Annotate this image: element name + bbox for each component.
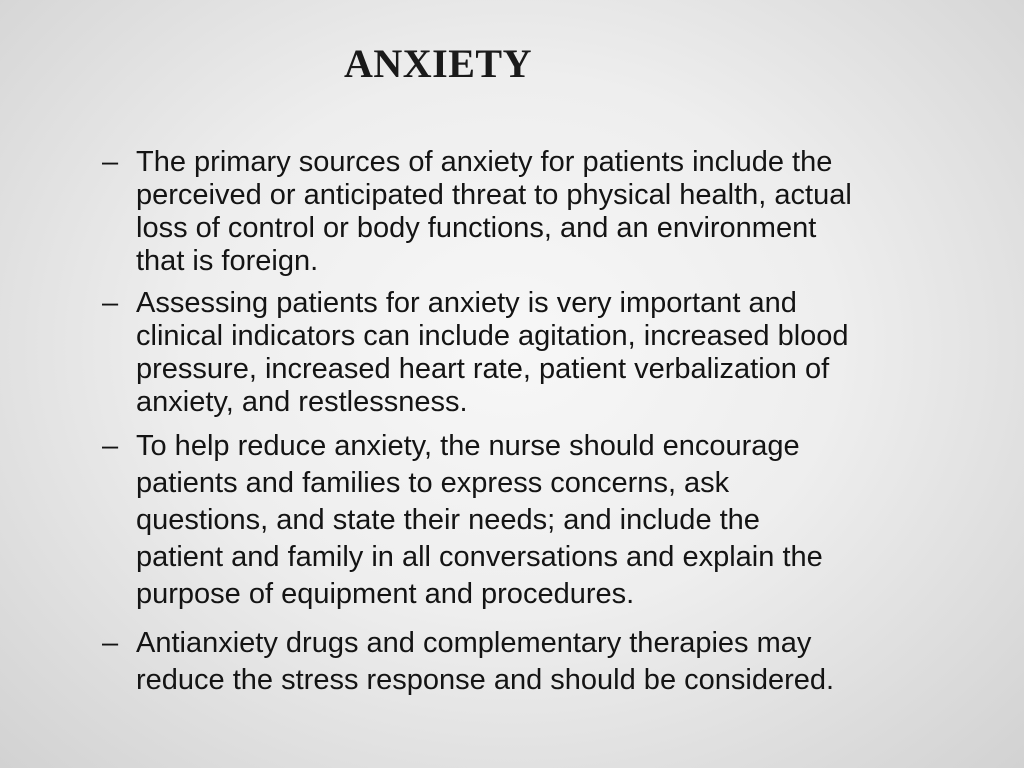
- slide-title: ANXIETY: [344, 41, 532, 86]
- bullet-item: [102, 146, 1002, 278]
- dash-marker: –: [102, 146, 119, 178]
- bullet-text: Antianxiety drugs and complementary therapies may reduce the stress response and should be considered.: [136, 627, 835, 696]
- bullet-text: To help reduce anxiety, the nurse should encourage patients and families to express concerns, ask questions, and state their needs; and include the patient and family in all conversations and explain the purpose of equipment and procedures.: [136, 430, 823, 610]
- bullet-list: [102, 146, 1002, 699]
- dash-marker: –: [102, 287, 119, 319]
- bullet-text: Assessing patients for anxiety is very important and clinical indicators can include agitation, increased blood pressure, increased heart rate, patient verbalization of anxiety, and restlessness.: [136, 287, 849, 418]
- dash-marker: –: [102, 430, 119, 462]
- bullet-item: [102, 287, 1002, 419]
- bullet-item: [102, 625, 1002, 699]
- bullet-text: The primary sources of anxiety for patients include the perceived or anticipated threat to physical health, actual loss of control or body functions, and an environment that is foreign.: [136, 146, 852, 277]
- bullet-item: [102, 428, 1002, 613]
- dash-marker: –: [102, 627, 119, 659]
